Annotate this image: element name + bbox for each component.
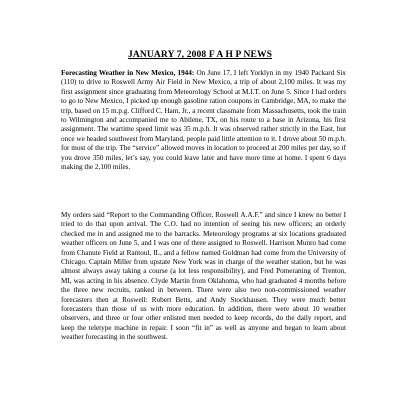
paragraph-2-text: My orders said “Report to the Commanding Officer, Roswell A.A.F.” and since I knew no better I tried to do that upon arrival. The C.O. had no intention of seeing his new officers; an orderly checked me in and assigned me to the barracks. Meteorology programs at six locations graduated weather officers on June 5, and I was one of three assigned to Roswell. Harrison Munro had come from Chanute Field at Rantoul, IL, and a fellow named Goldman had come from the University of Chicago. Captain Miller from upstate New York was in charge of the weather station, but he was almost always away taking a course (a lot less responsibility), and Fred Pomeraning of Trenton, MI, was acting in his absence. Clyde Martin from Oklahoma, who had graduated 4 months before the three new recruits, ranked in between. There were also two non-commissioned weather forecasters then at Roswell: Robert Betts, and Andy Stockhausen. They were much better forecasters than those of us with more education. In addition, there were about 10 weather observers, and three or four other enlisted men needed to keep records, do the daily report, and keep the teletype machine in repair. I soon “fit in” as well as anyone and began to learn about weather forecasting in the southwest. [61, 211, 346, 342]
newsletter-title [0, 49, 400, 61]
article-paragraph-2 [61, 211, 346, 343]
paragraph-1-content [61, 69, 346, 172]
paragraph-1-text: On June 17, I left Yorklyn in my 1940 Packard Six (110) to drive to Roswell Army Air Field in New Mexico, a trip of about 2,100 miles. It was my first assignment since graduating from Meteorology School at M.I.T. on June 5. Since I had orders to go to New Mexico, I picked up enough gasoline ration coupons in Cambridge, MA, to make the trip, based on 15 m.p.g. Clifford C. Ham, Jr., a recent classmate from Massachusetts, took the train to Wilmington and accompanied me to Abilene, TX, on his route to a base in Arizona, his first assignment. The wartime speed limit was 35 m.p.h. It was observed rather strictly in the East, but once we headed southwest from Maryland, people paid little attention to it. I drove about 50 m.p.h. for most of the trip. The “service” allowed moves in location to proceed at 200 miles per day, so if you drove 350 miles, let’s say, you could leave later and have more time at home. I spent 6 days making the 2,100 miles. [61, 69, 346, 172]
newsletter-title-text: JANUARY 7, 2008 F A H P NEWS [127, 50, 273, 60]
article-heading: Forecasting Weather in New Mexico, 1944: [61, 69, 195, 77]
article-paragraph-1 [61, 69, 346, 172]
